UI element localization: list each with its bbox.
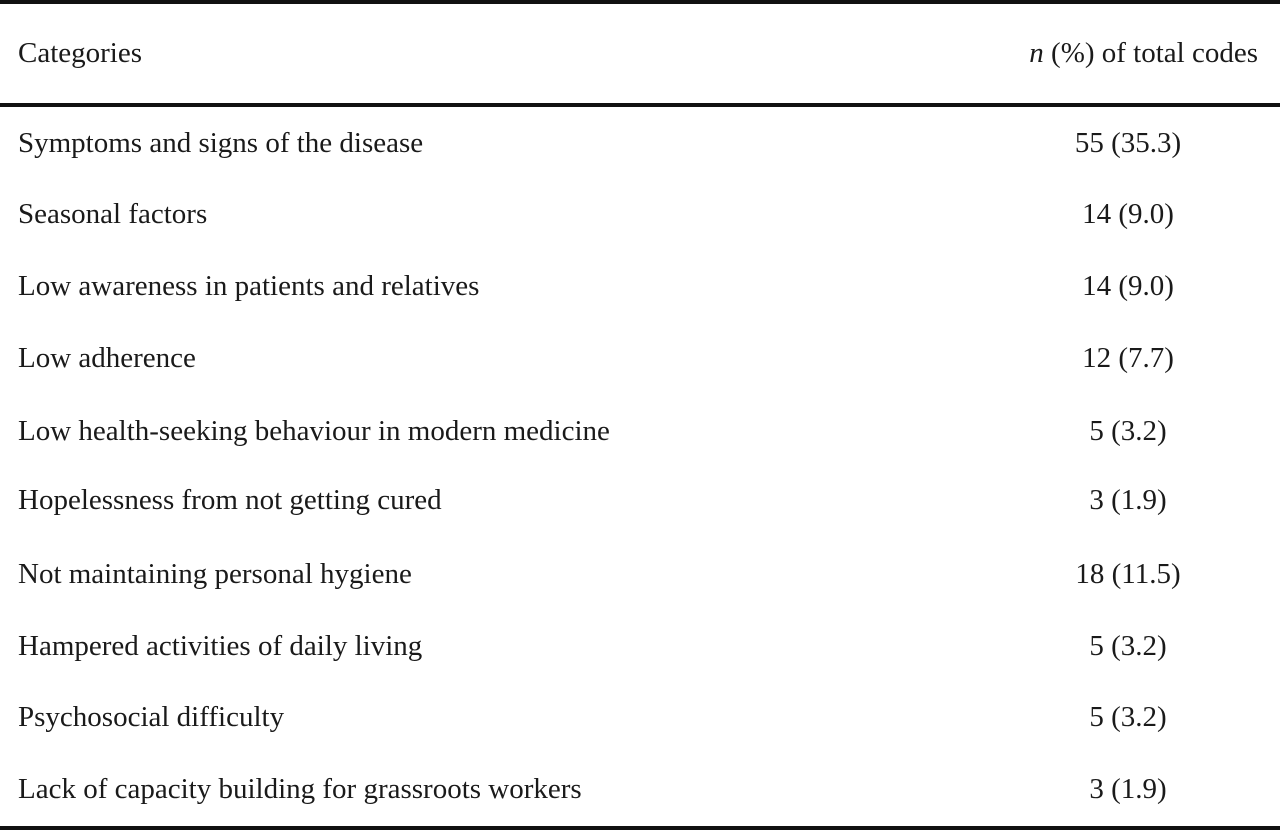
header-categories: Categories — [18, 37, 143, 69]
header-value-suffix: (%) of total codes — [1043, 37, 1258, 69]
row-category: Psychosocial difficulty — [18, 701, 285, 733]
row-value: 5 (3.2) — [1089, 701, 1167, 733]
row-value: 14 (9.0) — [1082, 198, 1174, 230]
row-category: Low awareness in patients and relatives — [18, 270, 480, 302]
row-category: Low health-seeking behaviour in modern medicine — [18, 415, 610, 447]
row-category: Low adherence — [18, 342, 196, 374]
row-value: 5 (3.2) — [1089, 630, 1167, 662]
row-value: 14 (9.0) — [1082, 270, 1174, 302]
row-value: 18 (11.5) — [1075, 558, 1181, 590]
row-value: 5 (3.2) — [1089, 415, 1167, 447]
header-n-symbol: n — [1029, 37, 1044, 69]
row-category: Hopelessness from not getting cured — [18, 484, 442, 516]
row-category: Seasonal factors — [18, 198, 208, 230]
row-category: Lack of capacity building for grassroots workers — [18, 773, 582, 805]
table-header-rule — [0, 103, 1280, 107]
row-value: 55 (35.3) — [1074, 127, 1182, 159]
row-category: Symptoms and signs of the disease — [18, 127, 424, 159]
row-category: Hampered activities of daily living — [18, 630, 423, 662]
table-top-rule — [0, 0, 1280, 4]
header-count-percent — [1029, 35, 1258, 71]
table-bottom-rule — [0, 826, 1280, 830]
row-category: Not maintaining personal hygiene — [18, 558, 412, 590]
row-value: 3 (1.9) — [1089, 773, 1167, 805]
row-value: 12 (7.7) — [1082, 342, 1174, 374]
row-value: 3 (1.9) — [1089, 484, 1167, 516]
